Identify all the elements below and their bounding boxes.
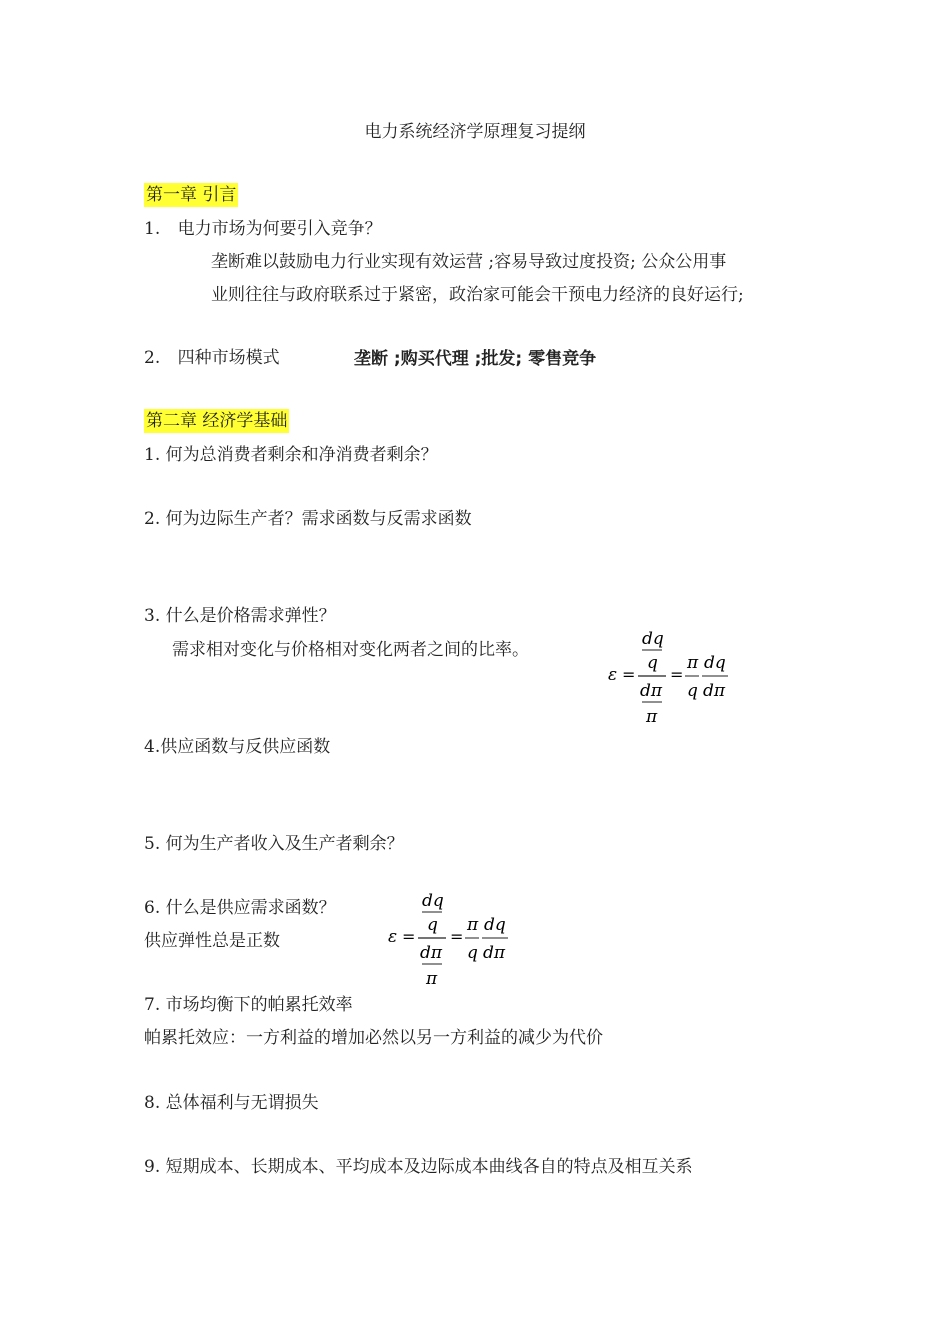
formula-q: q — [427, 915, 438, 935]
elasticity-formula-1 — [600, 622, 740, 736]
elasticity-formula-2 — [380, 884, 520, 998]
formula-q: q — [687, 681, 698, 701]
ch1-answer-2: 垄断 ;购买代理 ;批发; 零售竞争 — [354, 349, 597, 369]
ch1-q2-text: 四种市场模式 — [177, 348, 280, 368]
ch2-question-1: 1. 何为总消费者剩余和净消费者剩余？ — [144, 445, 438, 465]
ch2-answer-6: 供应弹性总是正数 — [144, 931, 280, 951]
page-title: 电力系统经济学原理复习提纲 — [364, 122, 586, 142]
ch2-question-2: 2. 何为边际生产者？需求函数与反需求函数 — [144, 509, 472, 529]
chapter-2-heading-text: 第二章 经济学基础 — [146, 411, 288, 431]
ch2-question-7: 7. 市场均衡下的帕累托效率 — [144, 995, 353, 1015]
formula-equals: = — [622, 665, 636, 684]
formula-dq: dq — [642, 629, 664, 649]
ch2-answer-3: 需求相对变化与价格相对变化两者之间的比率。 — [172, 640, 529, 660]
ch2-answer-7: 帕累托效应：一方利益的增加必然以另一方利益的减少为代价 — [144, 1028, 603, 1048]
ch1-q1-text: 电力市场为何要引入竞争？ — [177, 219, 382, 239]
formula-equals: = — [670, 665, 684, 684]
chapter-2-heading — [144, 411, 289, 431]
ch1-question-2 — [144, 348, 280, 368]
elasticity-formula-1-svg — [600, 622, 740, 732]
formula-equals: = — [402, 927, 416, 946]
formula-dq: dq — [422, 891, 444, 911]
ch1-q2-number: 2. — [144, 348, 161, 368]
formula-dq: dq — [704, 653, 726, 673]
ch2-question-5: 5. 何为生产者收入及生产者剩余？ — [144, 834, 404, 854]
ch2-question-6: 6. 什么是供应需求函数？ — [144, 898, 336, 918]
formula-dpi: dπ — [703, 681, 726, 701]
elasticity-formula-2-svg — [380, 884, 520, 994]
ch2-question-3: 3. 什么是价格需求弹性？ — [144, 606, 336, 626]
ch1-answer-1-line-2: 业则往往与政府联系过于紧密，政治家可能会干预电力经济的良好运行; — [211, 285, 744, 305]
ch2-question-9: 9. 短期成本、长期成本、平均成本及边际成本曲线各自的特点及相互关系 — [144, 1157, 693, 1177]
formula-epsilon: ε — [388, 927, 398, 947]
ch2-question-8: 8. 总体福利与无谓损失 — [144, 1093, 319, 1113]
chapter-1-heading — [144, 185, 238, 205]
formula-dq: dq — [484, 915, 506, 935]
formula-dpi: dπ — [483, 943, 506, 963]
formula-dpi: dπ — [420, 943, 443, 963]
formula-q: q — [647, 653, 658, 673]
formula-pi: π — [646, 707, 658, 727]
chapter-1-heading-text: 第一章 引言 — [146, 185, 237, 205]
formula-epsilon: ε — [608, 665, 618, 685]
formula-q: q — [467, 943, 478, 963]
ch2-question-4: 4.供应函数与反供应函数 — [144, 737, 331, 757]
ch1-question-1 — [144, 219, 382, 239]
ch1-answer-1-line-1: 垄断难以鼓励电力行业实现有效运营 ;容易导致过度投资; 公众公用事 — [211, 252, 727, 272]
formula-pi: π — [426, 969, 438, 989]
formula-pi: π — [687, 653, 699, 673]
formula-equals: = — [450, 927, 464, 946]
formula-pi: π — [467, 915, 479, 935]
formula-dpi: dπ — [640, 681, 663, 701]
ch1-q1-number: 1. — [144, 219, 161, 239]
